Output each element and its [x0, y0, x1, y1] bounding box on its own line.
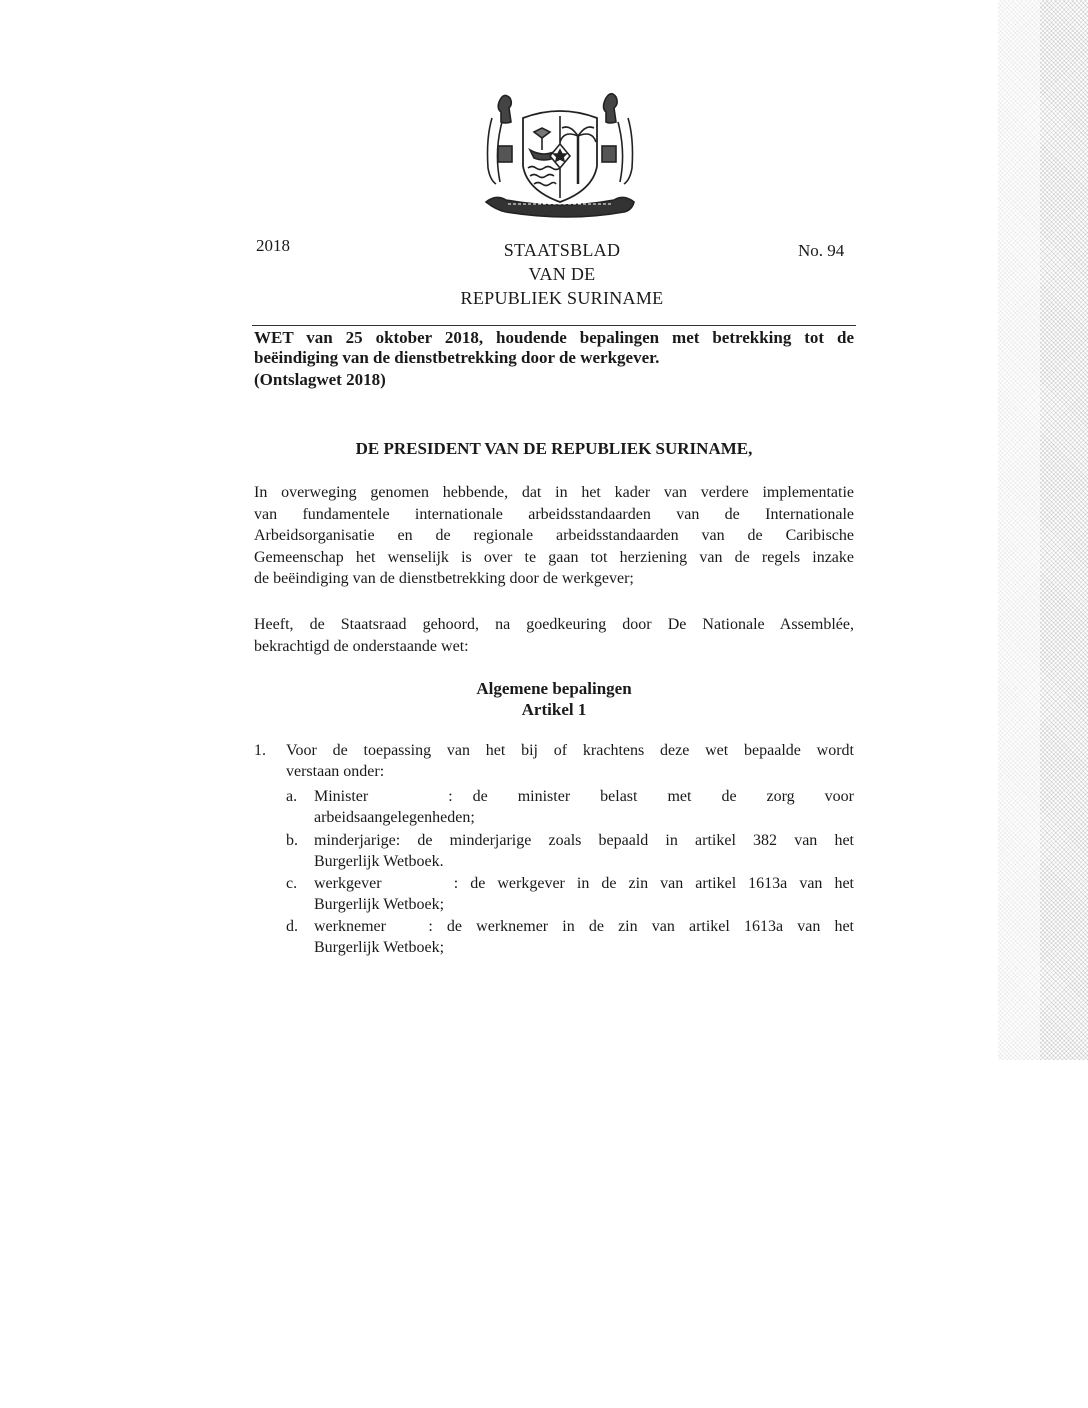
enactment-paragraph [254, 614, 854, 657]
section-name: Algemene bepalingen [476, 679, 632, 698]
definition-line: werknemer : de werknemer in de zin van artikel 1613a van het [314, 918, 854, 935]
section-heading [254, 678, 854, 720]
header-divider [252, 325, 856, 326]
scan-edge-texture [998, 0, 1088, 1060]
definition-letter: b. [286, 832, 298, 849]
definition-werkgever [286, 873, 854, 915]
enactment-line: bekrachtigd de onderstaande wet: [254, 637, 469, 655]
consideration-line: van fundamentele internationale arbeidsstandaarden van de Internationale [254, 505, 854, 523]
suriname-coat-of-arms-seal [478, 88, 643, 223]
item-intro-line: verstaan onder: [286, 763, 385, 780]
definition-line: minderjarige: de minderjarige zoals bepaald in artikel 382 van het [314, 832, 854, 849]
publication-name-van-de: VAN DE [528, 264, 596, 284]
law-title [254, 328, 854, 368]
publication-year: 2018 [256, 236, 290, 255]
article-heading: Artikel 1 [521, 700, 587, 719]
law-short-title: (Ontslagwet 2018) [254, 370, 386, 389]
enactment-line: Heeft, de Staatsraad gehoord, na goedkeuring door De Nationale Assemblée, [254, 616, 854, 633]
definition-minister [286, 786, 854, 828]
definition-line: arbeidsaangelegenheden; [314, 809, 475, 826]
publication-country: REPUBLIEK SURINAME [460, 288, 664, 308]
publication-number: No. 94 [798, 241, 845, 260]
law-title-line-1: WET van 25 oktober 2018, houdende bepalingen met betrekking tot de [254, 328, 854, 347]
item-intro-line: Voor de toepassing van het bij of krachtens deze wet bepaalde wordt [286, 742, 854, 759]
consideration-line: Arbeidsorganisatie en de regionale arbeidsstandaarden van de Caribische [254, 527, 854, 544]
publication-heading [442, 238, 682, 310]
item-number: 1. [254, 742, 266, 759]
definition-line: werkgever : de werkgever in de zin van artikel 1613a van het [314, 875, 854, 892]
definition-line: Burgerlijk Wetboek; [314, 896, 445, 913]
definition-line: Minister : de minister belast met de zorg voor [314, 788, 854, 805]
definition-letter: a. [286, 788, 298, 805]
definition-minderjarige [286, 830, 854, 872]
definition-letter: c. [286, 875, 298, 892]
definition-werknemer [286, 916, 854, 958]
consideration-line: de beëindiging van de dienstbetrekking door de werkgever; [254, 570, 634, 587]
definition-line: Burgerlijk Wetboek. [314, 853, 444, 870]
publication-name: STAATSBLAD [503, 240, 621, 260]
article-1-item-1 [254, 740, 854, 782]
definition-letter: d. [286, 918, 298, 935]
consideration-line: Gemeenschap het wenselijk is over te gaan tot herziening van de regels inzake [254, 548, 854, 566]
consideration-paragraph [254, 482, 854, 590]
definition-line: Burgerlijk Wetboek; [314, 939, 445, 956]
law-title-line-2: beëindiging van de dienstbetrekking door de werkgever. [254, 348, 660, 367]
consideration-line: In overweging genomen hebbende, dat in het kader van verdere implementatie [254, 484, 854, 501]
president-heading: DE PRESIDENT VAN DE REPUBLIEK SURINAME, [355, 439, 753, 458]
